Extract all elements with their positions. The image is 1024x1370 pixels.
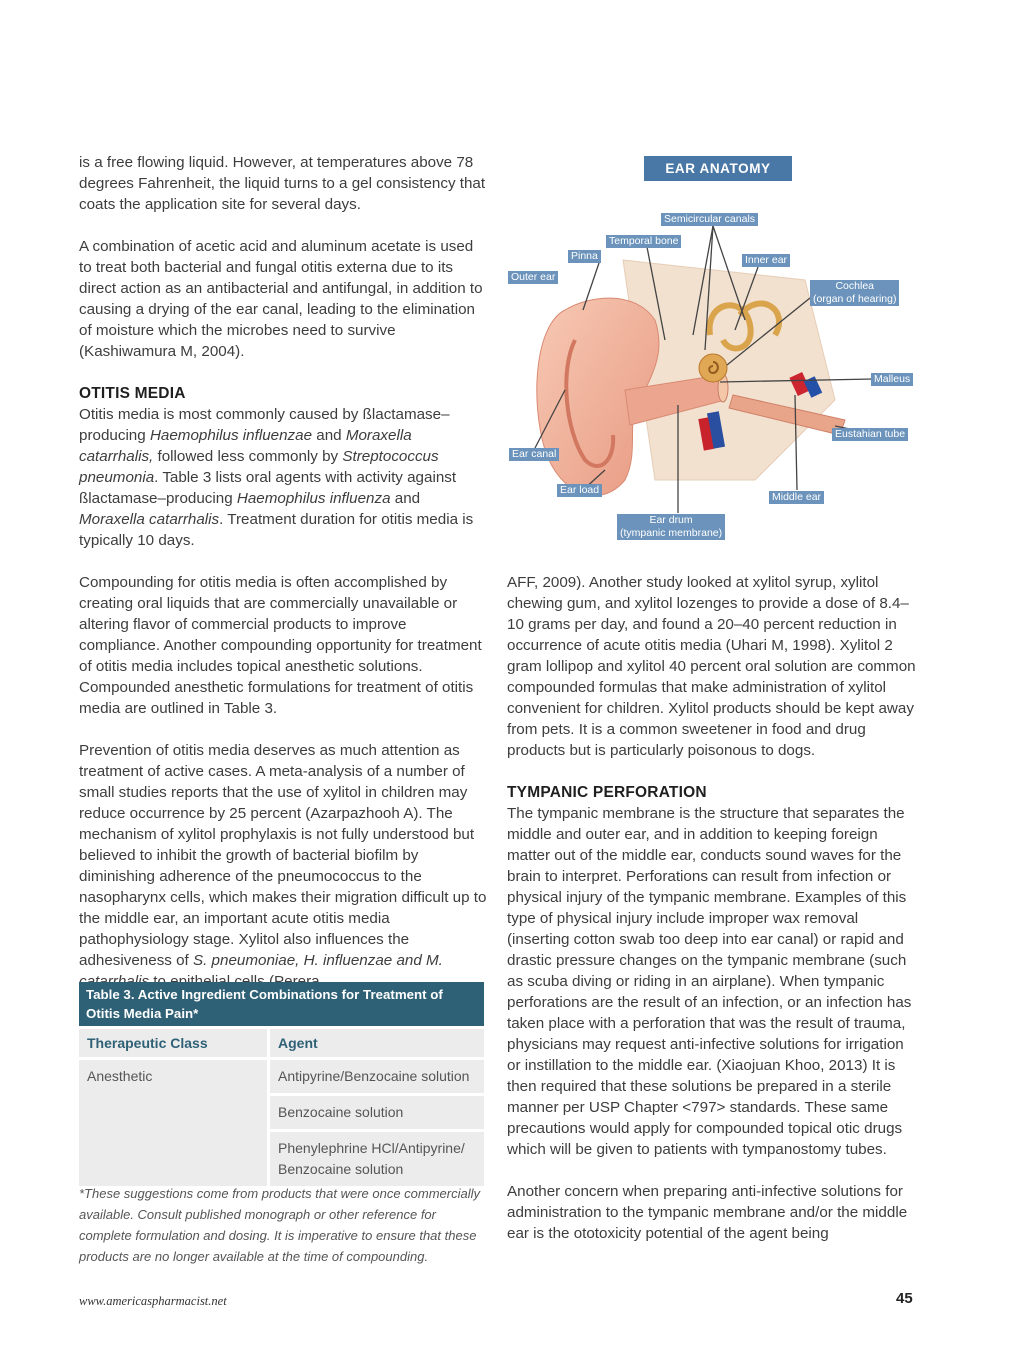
paragraph-acetic-acid: A combination of acetic acid and aluminum acetate is used to treat both bacterial and fungal otitis externa due to its direct action as an antibacterial and antifungal, in addition to causing a drying of the ear canal, leading to the elimination of moisture which the microbes need to survive (Kashiwamura M, 2004). — [79, 238, 483, 360]
table-footnote: *These suggestions come from products that were once commercially available. Consult published monograph or other reference for complete formulation and dosing. It is imperative to ensure that these products are no longer available at the time of compounding. — [79, 1186, 481, 1264]
heading-otitis-media: OTITIS MEDIA — [79, 385, 186, 402]
label-ear-drum: Ear drum (tympanic membrane) — [617, 514, 725, 540]
heading-tympanic-perforation: TYMPANIC PERFORATION — [507, 784, 707, 801]
footer-url: www.americaspharmacist.net — [79, 1294, 227, 1308]
paragraph-xylitol: AFF, 2009). Another study looked at xylitol syrup, xylitol chewing gum, and xylitol lozenges to provide a dose of 8.4–10 grams per day, and found a 20–40 percent reduction in occurrence of acute otitis media (Uhari M, 1998). Xylitol 2 gram lollipop and xylitol 40 percent oral solution are common compounded formulas that make administration of xylitol convenient for children. Xylitol products should be kept away from pets. It is a common sweetener in food and drug products but is particularly poisonous to dogs. — [507, 574, 916, 759]
table-header-class: Therapeutic Class — [79, 1028, 269, 1059]
table-cell-agent: Antipyrine/Benzocaine solution — [269, 1059, 485, 1095]
figure-title: EAR ANATOMY — [644, 156, 792, 181]
ear-anatomy-figure — [505, 150, 920, 545]
left-column — [79, 152, 487, 1013]
paragraph-ototoxicity: Another concern when preparing anti-infective solutions for administration to the tympanic membrane and/or the middle ear is the ototoxicity potential of the agent being — [507, 1183, 908, 1242]
table-3 — [79, 982, 484, 1186]
label-malleus: Malleus — [871, 373, 913, 386]
table-cell-agent: Benzocaine solution — [269, 1095, 485, 1131]
paragraph-compounding: Compounding for otitis media is often accomplished by creating oral liquids that are commercially unavailable or altering flavor of commercial products to improve compliance. Another compounding opportunity for treatment of otitis media includes topical anesthetic solutions. Compounded anesthetic formulations for treatment of otitis media are outlined in Table 3. — [79, 574, 482, 717]
table-cell-class: Anesthetic — [79, 1059, 269, 1187]
paragraph-tympanic: The tympanic membrane is the structure that separates the middle and outer ear, and in addition to keeping foreign matter out of the middle ear, conducts sound waves for the brain to interpret. Perforations can result from infection or physical injury of the tympanic membrane. Examples of this type of physical injury include improper wax removal (inserting cotton swab too deep into ear canal) or rapid and drastic pressure changes on the tympanic membrane (such as scuba diving or riding in an airplane). When tympanic perforations are the result of an infection, or an infection has taken place with a perforation that was the result of trauma, physicians may request anti-infective solutions for irrigation or instillation to the middle ear. (Xiaojuan Khoo, 2013) It is then required that these solutions be prepared in a sterile manner per USP Chapter <797> standards. These same precautions would apply for compounded topical otic drugs which will be given to patients with tympanostomy tubes. — [507, 805, 912, 1158]
label-ear-load: Ear load — [557, 484, 602, 497]
label-pinna: Pinna — [568, 250, 601, 263]
paragraph-otitis-causes: Otitis media is most commonly caused by ßlactamase–producing Haemophilus influenzae and Moraxella catarrhalis, followed less commonly by Streptococcus pneumonia. Table 3 lists oral agents with activity against ßlactamase–producing Haemophilus influenza and Moraxella catarrhalis. Treatment duration for otitis media is typically 10 days. — [79, 406, 474, 549]
label-temporal-bone: Temporal bone — [606, 235, 681, 248]
label-cochlea: Cochlea (organ of hearing) — [810, 280, 899, 306]
right-column — [507, 572, 917, 1265]
table-caption: Table 3. Active Ingredient Combinations for Treatment of Otitis Media Pain* — [79, 982, 484, 1028]
label-outer-ear: Outer ear — [508, 271, 558, 284]
table-cell-agent: Phenylephrine HCl/Antipyrine/ Benzocaine solution — [269, 1131, 485, 1187]
label-inner-ear: Inner ear — [742, 254, 790, 267]
paragraph-prevention: Prevention of otitis media deserves as much attention as treatment of active cases. A meta-analysis of a number of small studies reports that the use of xylitol in children may reduce occurrence by 25 percent (Azarpazhooh A). The mechanism of xylitol prophylaxis is not fully understood but believed to inhibit the growth of bacterial biofilm by diminishing adherence of the pneumococcus to the nasopharynx cells, which makes their migration difficult up to the middle ear, an important acute otitis media pathophysiology stage. Xylitol also influences the adhesiveness of S. pneumoniae, H. influenzae and M. — [79, 742, 487, 969]
paragraph-gel: is a free flowing liquid. However, at temperatures above 78 degrees Fahrenheit, the liquid turns to a gel consistency that coats the application site for several days. — [79, 154, 486, 213]
label-middle-ear: Middle ear — [769, 491, 824, 504]
page-number: 45 — [896, 1290, 913, 1307]
label-semicircular-canals: Semicircular canals — [661, 213, 758, 226]
table-header-agent: Agent — [269, 1028, 485, 1059]
label-eustachian-tube: Eustahian tube — [832, 428, 908, 441]
label-ear-canal: Ear canal — [509, 448, 559, 461]
